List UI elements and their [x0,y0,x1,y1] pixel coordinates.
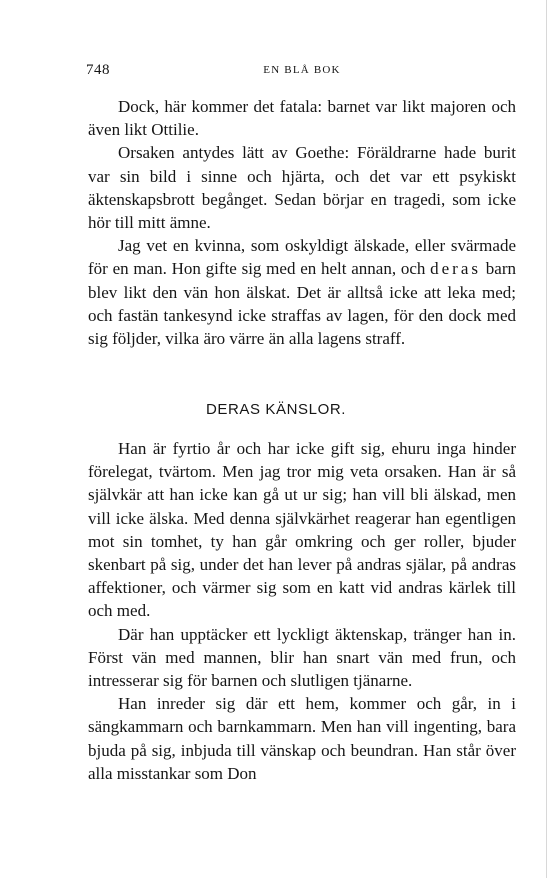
text-block-top [88,95,516,350]
paragraph: Orsaken antydes lätt av Goethe: Föräldrarne hade burit var sin bild i sinne och hjärta, och det var ett psykiskt äktenskapsbrott begånget. Sedan börjar en tragedi, som icke hör till mitt ämne. [88,143,516,233]
paragraph: Dock, här kommer det fatala: barnet var likt majoren och även likt Ottilie. [88,97,516,140]
page-header [86,62,518,82]
paragraph: Där han upptäcker ett lyckligt äktenskap, tränger han in. Först vän med mannen, blir han snart vän med frun, och intresserar sig för barnen och slutligen tjänarne. [88,624,516,691]
paragraph-text: barn blev likt den vän hon älskat. Det är alltså icke att leka med; och fastän tankesynd icke straffas av lagen, för den dock med sig följder, vilka äro värre än alla lagens straff. [88,259,516,349]
paragraph-text: Jag vet en kvinna, som oskyldigt älskade, eller svärmade för en man. Hon gifte sig med en helt annan, och [88,236,516,279]
paragraph: Han inreder sig där ett hem, kommer och går, in i sängkammarn och barnkammarn. Men han vill ingenting, bara bjuda på sig, inbjuda till vänskap och beundran. Han står över alla misstankar som Don [88,694,516,783]
emphasized-word: deras [430,259,482,279]
running-title: EN BLÅ BOK [263,64,341,76]
page-number: 748 [86,62,110,78]
page-edge-line [546,0,547,878]
paragraph [88,234,516,350]
section-heading: DERAS KÄNSLOR. [205,401,347,418]
text-block-bottom [88,437,516,785]
paragraph: Han är fyrtio år och har icke gift sig, ehuru inga hinder förelegat, tvärtom. Men jag tror mig veta orsaken. Han är så självkär att han icke kan gå ut ur sig; han vill bli älskad, men vill icke älska. Med denna självkärhet reagerar han egentligen mot sin tomhet, ty han går omkring och ger roller, bjuder skenbart på sig, under det han lever på andras själar, på andras affektioner, och värmer sig som en katt vid andras kärlek till och med. [88,439,516,621]
